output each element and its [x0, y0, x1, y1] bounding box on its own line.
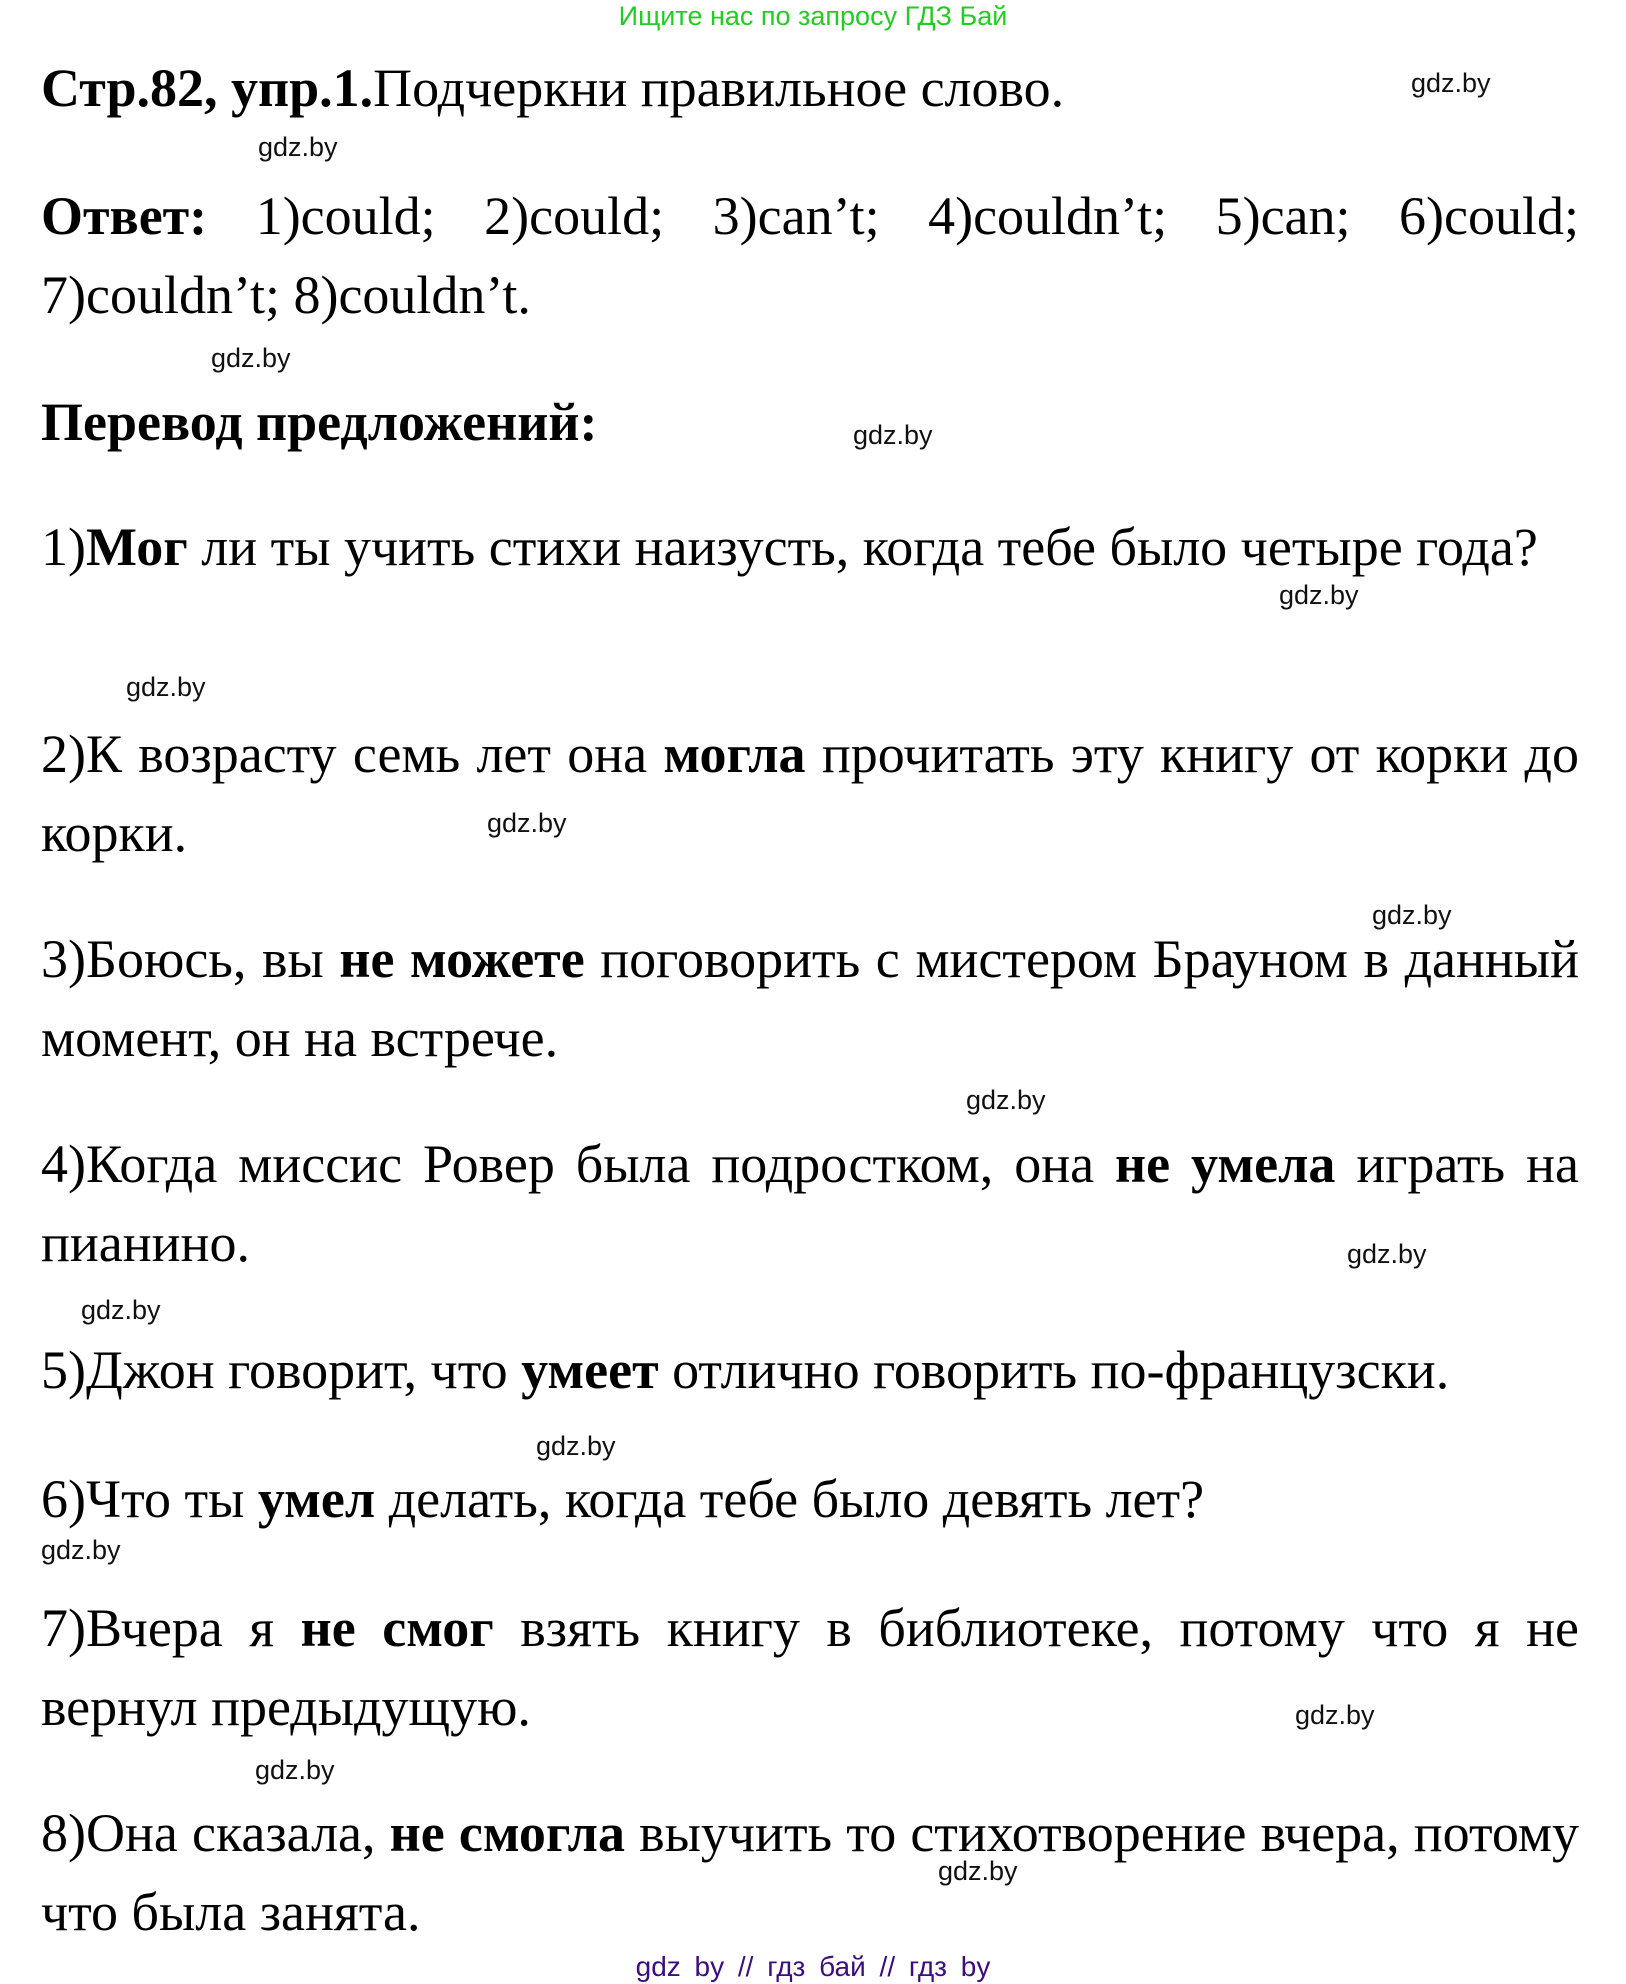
watermark: gdz.by — [255, 1755, 335, 1785]
top-banner: Ищите нас по запросу ГДЗ Бай — [618, 1, 1008, 31]
exercise-title — [41, 56, 1064, 120]
answer-text: 1)could; 2)could; 3)can’t; 4)couldn’t; 5)can; 6)could; 7)couldn’t; 8)couldn’t. — [41, 186, 1579, 325]
sentence-highlight: не смог — [300, 1598, 494, 1658]
watermark: gdz.by — [938, 1856, 1018, 1886]
sentence-highlight: не умела — [1115, 1134, 1336, 1194]
sentence-8: 8)Она сказала, не смогла выучить то стихотворение вчера, потому что была занята. — [41, 1803, 1579, 1942]
answer-paragraph — [41, 177, 1579, 335]
sentence-4: 4)Когда миссис Ровер была подростком, она не умела играть на пианино. — [41, 1134, 1579, 1273]
watermark: gdz.by — [536, 1431, 616, 1461]
translation-heading: Перевод предложений: — [41, 392, 598, 452]
watermark: gdz.by — [1295, 1700, 1375, 1730]
sentence-highlight: Мог — [85, 517, 188, 577]
answer-label: Ответ: — [41, 186, 208, 246]
watermark: gdz.by — [211, 343, 291, 373]
watermark: gdz.by — [1279, 580, 1359, 610]
sentence-5: 5)Джон говорит, что умеет отлично говорить по-французски. — [41, 1340, 1450, 1400]
watermark: gdz.by — [966, 1085, 1046, 1115]
exercise-instruction: Подчеркни правильное слово. — [373, 58, 1065, 118]
watermark: gdz.by — [487, 808, 567, 838]
watermark: gdz.by — [126, 672, 206, 702]
watermark: gdz.by — [258, 132, 338, 162]
sentence-highlight: умел — [257, 1469, 376, 1529]
sentence-7: 7)Вчера я не смог взять книгу в библиотеке, потому что я не вернул предыдущую. — [41, 1598, 1579, 1737]
watermark: gdz.by — [1347, 1239, 1427, 1269]
watermark: gdz.by — [1411, 68, 1491, 98]
sentence-highlight: не можете — [339, 929, 585, 989]
sentence-3: 3)Боюсь, вы не можете поговорить с мистером Брауном в данный момент, он на встрече. — [41, 929, 1579, 1068]
watermark: gdz.by — [853, 420, 933, 450]
exercise-number: Стр.82, упр.1. — [41, 58, 374, 118]
footer-banner: gdz by // гдз бай // гдз by — [635, 1951, 991, 1982]
sentence-highlight: могла — [663, 724, 806, 784]
watermark: gdz.by — [41, 1535, 121, 1565]
watermark: gdz.by — [81, 1295, 161, 1325]
sentence-1: 1)Мог ли ты учить стихи наизусть, когда тебе было четыре года? — [41, 517, 1538, 577]
sentence-2: 2)К возрасту семь лет она могла прочитать эту книгу от корки до корки. — [41, 724, 1580, 863]
sentence-highlight: умеет — [521, 1340, 659, 1400]
sentence-highlight: не смогла — [389, 1803, 625, 1863]
sentence-6: 6)Что ты умел делать, когда тебе было девять лет? — [41, 1469, 1205, 1529]
watermark: gdz.by — [1372, 900, 1452, 930]
